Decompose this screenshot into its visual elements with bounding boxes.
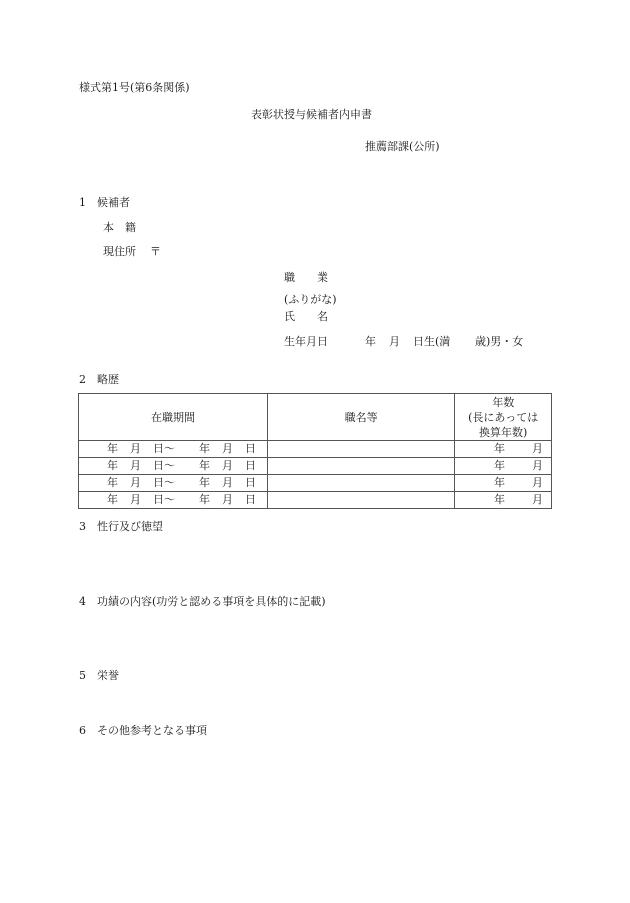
section-5-heading: 栄誉 <box>97 669 119 682</box>
furigana-label: (ふりがな) <box>284 293 337 306</box>
table-row <box>79 492 552 509</box>
section-1-number: 1 <box>79 196 86 209</box>
role-cell[interactable] <box>267 458 455 475</box>
period-cell[interactable]: 年 月 日〜 年 月 日 <box>79 458 268 475</box>
address-label: 現住所 <box>103 245 136 258</box>
form-number: 様式第1号(第6条関係) <box>79 81 190 94</box>
birth-day-age: 日生(満 <box>413 335 451 348</box>
section-6-heading: その他参考となる事項 <box>97 724 207 737</box>
birthdate-label: 生年月日 <box>284 335 328 348</box>
honseki-label: 本 籍 <box>103 221 136 234</box>
section-4-heading: 功績の内容(功労と認める事項を具体的に記載) <box>97 595 326 608</box>
postal-mark: 〒 <box>150 245 161 258</box>
column-header-title: 職名等 <box>267 394 455 441</box>
role-cell[interactable] <box>267 441 455 458</box>
period-cell[interactable]: 年 月 日〜 年 月 日 <box>79 441 268 458</box>
table-row <box>79 458 552 475</box>
birth-year: 年 <box>365 335 376 348</box>
section-3-heading: 性行及び徳望 <box>97 520 163 533</box>
years-cell[interactable]: 年 月 <box>455 458 552 475</box>
section-4-number: 4 <box>79 595 86 608</box>
years-cell[interactable]: 年 月 <box>455 475 552 492</box>
occupation-label: 職 業 <box>284 271 328 284</box>
document-title: 表彰状授与候補者内申書 <box>251 108 372 121</box>
table-row <box>79 441 552 458</box>
role-cell[interactable] <box>267 492 455 509</box>
years-cell[interactable]: 年 月 <box>455 492 552 509</box>
role-cell[interactable] <box>267 475 455 492</box>
period-cell[interactable]: 年 月 日〜 年 月 日 <box>79 492 268 509</box>
birth-month: 月 <box>389 335 400 348</box>
name-label: 氏 名 <box>284 310 328 323</box>
column-header-years: 年数 (長にあっては 換算年数) <box>455 394 552 441</box>
section-6-number: 6 <box>79 724 86 737</box>
section-2-heading: 略歴 <box>97 373 119 386</box>
career-history-table <box>78 393 552 509</box>
section-5-number: 5 <box>79 669 86 682</box>
period-cell[interactable]: 年 月 日〜 年 月 日 <box>79 475 268 492</box>
section-3-number: 3 <box>79 520 86 533</box>
section-2-number: 2 <box>79 373 86 386</box>
age-gender: 歳)男・女 <box>475 335 524 348</box>
table-row <box>79 475 552 492</box>
years-cell[interactable]: 年 月 <box>455 441 552 458</box>
table-header-row <box>79 394 552 441</box>
section-1-heading: 候補者 <box>97 196 130 209</box>
recommender-label: 推薦部課(公所) <box>365 140 440 153</box>
column-header-period: 在職期間 <box>79 394 268 441</box>
